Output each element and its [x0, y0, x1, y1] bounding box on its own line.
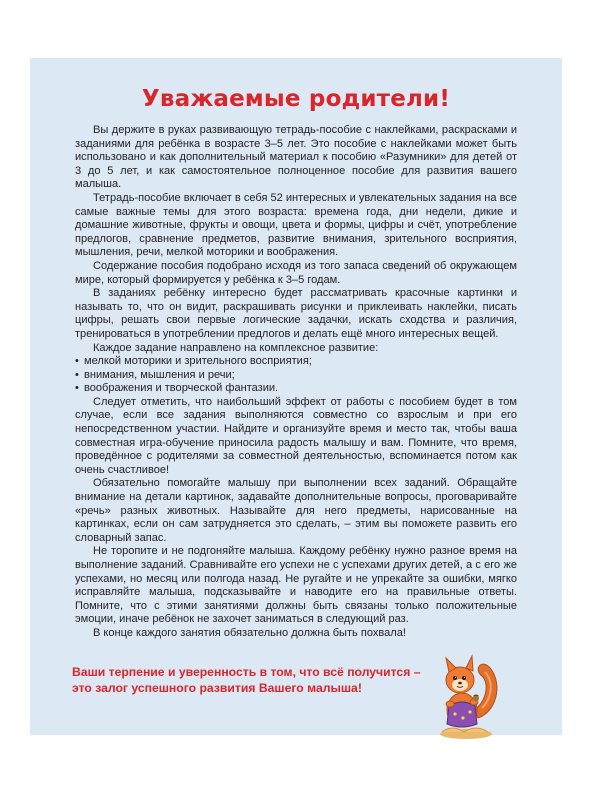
paragraph: Обязательно помогайте малышу при выполнении всех заданий. Обращайте внимание на детали картинок, задавайте дополнительные вопросы, проговаривайте «речь» разных животных. Называйте для него предметы, нарисованные на картинках, если он сам затрудняется это сделать, – этим вы поможете развить его словарный запас.	[75, 477, 517, 544]
paragraph: Вы держите в руках развивающую тетрадь-пособие с наклейками, раскрасками и заданиями для ребёнка в возрасте 3–5 лет. Это пособие с наклейками может быть использовано и как дополнительный материал к пособию «Разумники» для детей от 3 до 5 лет, и как самостоятельное полноценное пособие для развития вашего малыша.	[75, 124, 517, 191]
paragraph: Тетрадь-пособие включает в себя 52 интересных и увлекательных задания на все самые важные темы для этого возраста: времена года, дни недели, дикие и домашние животные, фрукты и овощи, цвета и формы, цифры и счёт, употребление предлогов, сравнение предметов, развитие внимания, зрительного восприятия, мышления, речи, мелкой моторики и воображения.	[75, 191, 517, 259]
bullet-item: • внимания, мышления и речи;	[75, 369, 517, 383]
closing-line: это залог успешного развития Вашего малыша!	[72, 680, 362, 695]
paragraph: Содержание пособия подобрано исходя из того запаса сведений об окружающем мире, который формируется у ребёнка к 3–5 годам.	[75, 259, 517, 286]
page-title: Уважаемые родители!	[141, 86, 451, 112]
paragraph: Каждое задание направлено на комплексное развитие:	[93, 341, 379, 354]
paragraph: Следует отметить, что наибольший эффект от работы с пособием будет в том случае, если все задания выполняются совместно со взрослым и при его непосредственном участии. Найдите и организуйте время и место так, чтобы ваша совместная игра-обучение приносила радость малышу и вам. Помните, что время, проведённое с родителями за совместной деятельностью, вспоминается потом как очень счастливое!	[75, 395, 517, 476]
bullet-item: • мелкой моторики и зрительного восприятия;	[75, 355, 517, 369]
closing-line: Ваши терпение и уверенность в том, что всё получится –	[72, 665, 421, 679]
bullet-list	[75, 355, 517, 396]
paragraph: Не торопите и не подгоняйте малыша. Каждому ребёнку нужно разное время на выполнение заданий. Сравнивайте его успехи не с успехами других детей, а с его же успехами, но месяц или полгода назад. Не ругайте и не упрекайте за ошибки, мягко исправляйте малыша, подсказывайте и наводите его на правильные ответы. Помните, что с этими занятиями должны быть связаны только положительные эмоции, иначе ребёнок не захочет заниматься в следующий раз.	[75, 545, 517, 626]
body-text	[75, 124, 517, 641]
paragraph: В конце каждого занятия обязательно должна быть похвала!	[93, 626, 406, 639]
squirrel-illustration	[430, 648, 502, 740]
paragraph: В заданиях ребёнку интересно будет рассматривать красочные картинки и называть то, что он видит, раскрашивать рисунки и приклеивать наклейки, писать цифры, решать свои первые логические задачки, искать сходства и различия, тренироваться в употреблении предлогов и делать ещё много интересных вещей.	[75, 287, 517, 340]
bullet-item: • воображения и творческой фантазии.	[75, 382, 517, 396]
closing-message	[72, 665, 442, 696]
